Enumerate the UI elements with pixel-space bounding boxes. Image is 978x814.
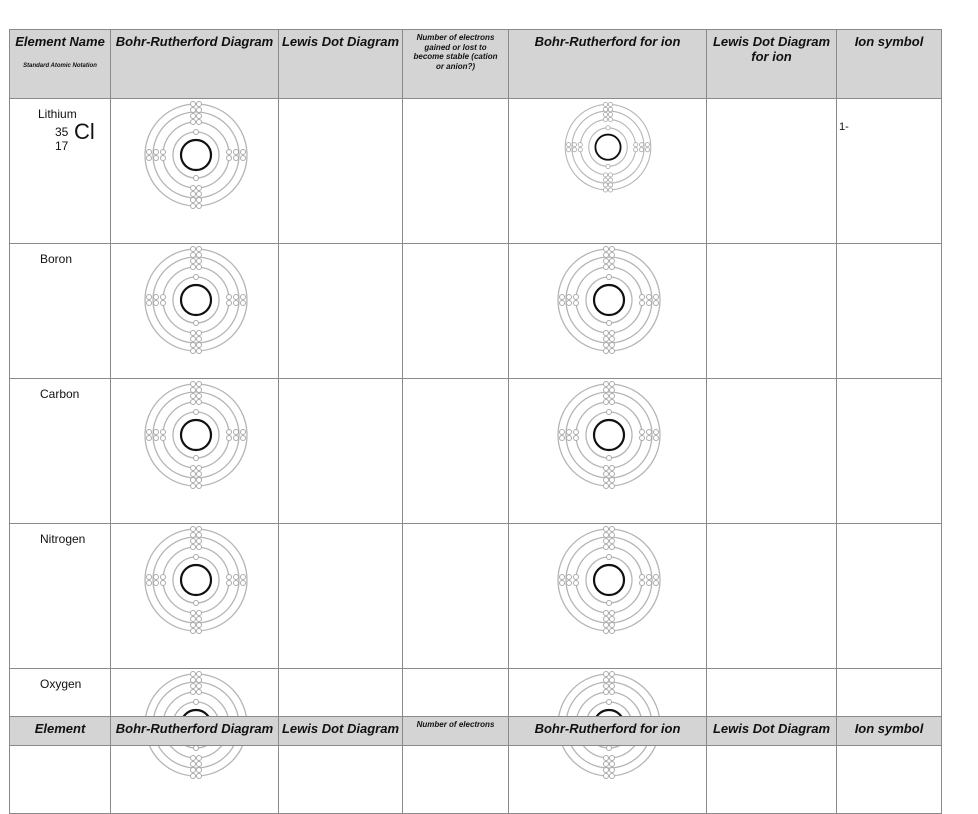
element-name-cell[interactable] xyxy=(10,244,111,379)
bohr-rutherford-cell[interactable] xyxy=(111,379,279,524)
bohr-diagram xyxy=(141,245,251,357)
second-header-electrons: Number of electrons xyxy=(403,717,509,746)
bohr-diagram-ion xyxy=(554,380,664,492)
ion-symbol: 1- xyxy=(839,121,849,133)
lewis-dot-cell[interactable] xyxy=(279,379,403,524)
header-bohr-rutherford: Bohr-Rutherford Diagram xyxy=(111,30,279,99)
second-header-bohr-rutherford: Bohr-Rutherford Diagram xyxy=(111,717,279,746)
electrons-cell[interactable] xyxy=(403,524,509,669)
lewis-dot-ion-cell[interactable] xyxy=(707,379,837,524)
table-row xyxy=(10,244,942,379)
bohr-rutherford-cell[interactable] xyxy=(111,244,279,379)
lewis-dot-cell[interactable] xyxy=(279,99,403,244)
header-lewis-dot: Lewis Dot Diagram xyxy=(279,30,403,99)
bohr-rutherford-cell[interactable] xyxy=(111,524,279,669)
table-row xyxy=(10,379,942,524)
header-ion-symbol: Ion symbol xyxy=(837,30,942,99)
element-name: Nitrogen xyxy=(40,532,86,546)
header-bohr-rutherford-ion: Bohr-Rutherford for ion xyxy=(509,30,707,99)
ion-symbol-cell[interactable] xyxy=(837,244,942,379)
second-worksheet-table xyxy=(9,716,942,746)
header-row xyxy=(10,30,942,99)
electrons-cell[interactable] xyxy=(403,244,509,379)
atomic-notation xyxy=(38,121,118,161)
header-standard-notation: Standard Atomic Notation xyxy=(23,63,97,69)
second-header-lewis-dot: Lewis Dot Diagram xyxy=(279,717,403,746)
header-lewis-dot-ion: Lewis Dot Diagram for ion xyxy=(707,30,837,99)
lewis-dot-cell[interactable] xyxy=(279,524,403,669)
element-name-cell[interactable] xyxy=(10,524,111,669)
lewis-dot-ion-cell[interactable] xyxy=(707,524,837,669)
bohr-diagram xyxy=(141,525,251,637)
lewis-dot-ion-cell[interactable] xyxy=(707,99,837,244)
second-header-ion-symbol: Ion symbol xyxy=(837,717,942,746)
worksheet-table xyxy=(9,29,942,814)
second-header-lewis-dot-ion: Lewis Dot Diagram xyxy=(707,717,837,746)
atomic-number: 17 xyxy=(55,139,69,153)
table-row xyxy=(10,524,942,669)
table-row xyxy=(10,99,942,244)
second-header-bohr-rutherford-ion: Bohr-Rutherford for ion xyxy=(509,717,707,746)
lewis-dot-cell[interactable] xyxy=(279,244,403,379)
bohr-rutherford-ion-cell[interactable] xyxy=(509,379,707,524)
bohr-rutherford-ion-cell[interactable] xyxy=(509,99,707,244)
bohr-diagram-ion xyxy=(554,525,664,637)
bohr-rutherford-ion-cell[interactable] xyxy=(509,244,707,379)
element-symbol: Cl xyxy=(74,119,95,144)
electrons-cell[interactable] xyxy=(403,379,509,524)
lewis-dot-ion-cell[interactable] xyxy=(707,244,837,379)
ion-symbol-cell[interactable] xyxy=(837,99,942,244)
element-name: Boron xyxy=(40,252,73,266)
bohr-diagram-ion xyxy=(561,101,655,195)
header-element-name: Element Name Standard Atomic Notation xyxy=(10,30,111,99)
bohr-rutherford-ion-cell[interactable] xyxy=(509,524,707,669)
element-name: Oxygen xyxy=(40,677,82,691)
bohr-diagram-ion xyxy=(554,245,664,357)
electrons-cell[interactable] xyxy=(403,99,509,244)
element-name-cell[interactable] xyxy=(10,99,111,244)
bohr-diagram xyxy=(141,100,251,212)
second-header-row xyxy=(10,717,942,746)
header-electrons-gained-lost: Number of electrons gained or lost to become stable (cation or anion?) xyxy=(403,30,509,99)
second-header-element: Element xyxy=(10,717,111,746)
element-name: Carbon xyxy=(40,387,80,401)
ion-symbol-cell[interactable] xyxy=(837,524,942,669)
element-name: Lithium xyxy=(38,107,77,121)
bohr-rutherford-cell[interactable] xyxy=(111,99,279,244)
bohr-diagram xyxy=(141,380,251,492)
ion-symbol-cell[interactable] xyxy=(837,379,942,524)
mass-number: 35 xyxy=(55,125,69,139)
element-name-cell[interactable] xyxy=(10,379,111,524)
